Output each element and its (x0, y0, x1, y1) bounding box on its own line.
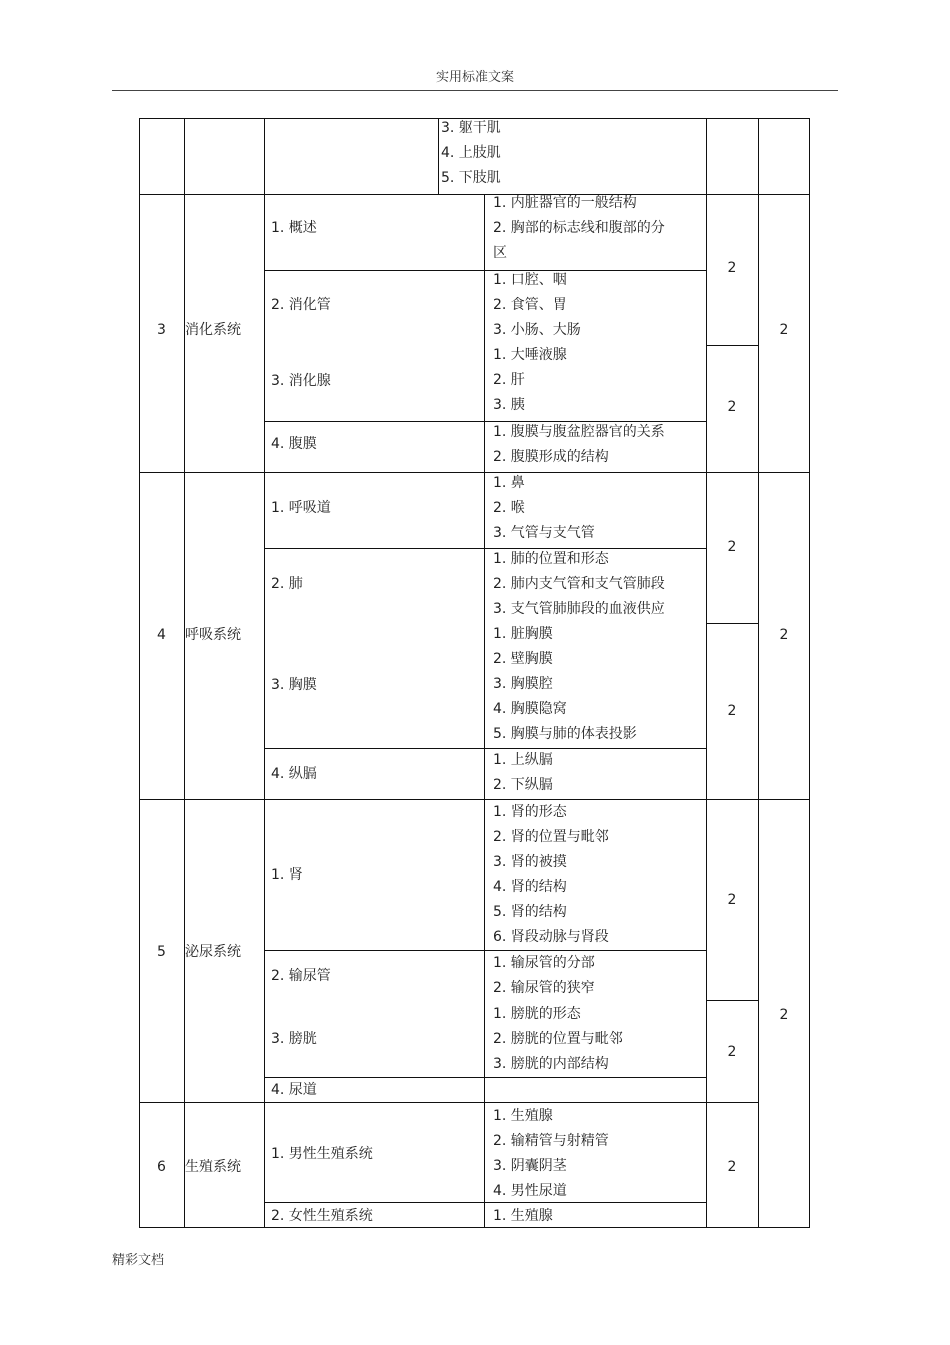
topic-item: 5. 下肢肌 (441, 170, 501, 186)
topic-label: 1. 肾 (271, 867, 303, 883)
row-line (264, 270, 706, 271)
topic-item: 2. 喉 (493, 500, 525, 516)
col-line (484, 194, 485, 1228)
topic-item: 3. 胰 (493, 397, 525, 413)
total-hours: 2 (779, 627, 789, 643)
total-hours: 2 (779, 1007, 789, 1023)
topic-item: 3. 阴囊阴茎 (493, 1158, 567, 1174)
topic-label: 2. 肺 (271, 576, 303, 592)
topic-item: 2. 食管、胃 (493, 297, 567, 313)
total-hours: 2 (779, 322, 789, 338)
section-line (139, 472, 810, 473)
section-name: 生殖系统 (185, 1159, 241, 1175)
topic-item: 5. 胸膜与肺的体表投影 (493, 726, 637, 742)
topic-label: 2. 女性生殖系统 (271, 1208, 373, 1224)
row-line (264, 1077, 706, 1078)
topic-item: 3. 气管与支气管 (493, 525, 595, 541)
hours-value: 2 (727, 892, 737, 908)
topic-label: 4. 尿道 (271, 1082, 317, 1098)
topic-item: 1. 肺的位置和形态 (493, 551, 609, 567)
topic-label: 3. 胸膜 (271, 677, 317, 693)
section-name: 呼吸系统 (185, 627, 241, 643)
topic-item: 2. 肝 (493, 372, 525, 388)
section-number: 5 (157, 944, 166, 960)
topic-item: 2. 腹膜形成的结构 (493, 449, 609, 465)
topic-item: 2. 输精管与射精管 (493, 1133, 609, 1149)
page-footer: 精彩文档 (112, 1253, 165, 1268)
col-line (758, 118, 759, 1228)
col-line (438, 118, 439, 194)
topic-item: 1. 肾的形态 (493, 804, 567, 820)
topic-label: 3. 膀胱 (271, 1031, 317, 1047)
topic-label: 3. 消化腺 (271, 373, 331, 389)
topic-item: 4. 胸膜隐窝 (493, 701, 567, 717)
topic-item: 2. 肾的位置与毗邻 (493, 829, 609, 845)
topic-item: 区 (493, 245, 507, 261)
topic-item: 2. 膀胱的位置与毗邻 (493, 1031, 623, 1047)
topic-item: 2. 下纵膈 (493, 777, 553, 793)
topic-item: 1. 脏胸膜 (493, 626, 553, 642)
topic-item: 1. 生殖腺 (493, 1108, 553, 1124)
section-line (139, 194, 810, 195)
topic-label: 4. 纵膈 (271, 766, 317, 782)
topic-item: 1. 鼻 (493, 475, 525, 491)
topic-item: 4. 肾的结构 (493, 879, 567, 895)
row-line (264, 1202, 706, 1203)
hours-value: 2 (727, 1044, 737, 1060)
topic-label: 2. 输尿管 (271, 968, 331, 984)
topic-item: 1. 口腔、咽 (493, 272, 567, 288)
hours-value: 2 (727, 1159, 737, 1175)
topic-item: 3. 小肠、大肠 (493, 322, 581, 338)
topic-item: 1. 生殖腺 (493, 1208, 553, 1224)
topic-item: 1. 大唾液腺 (493, 347, 567, 363)
row-line (706, 345, 758, 346)
topic-label: 1. 男性生殖系统 (271, 1146, 373, 1162)
col-line (184, 118, 185, 1228)
topic-item: 1. 上纵膈 (493, 752, 553, 768)
topic-item: 6. 肾段动脉与肾段 (493, 929, 609, 945)
section-number: 4 (157, 627, 166, 643)
topic-item: 3. 膀胱的内部结构 (493, 1056, 609, 1072)
section-number: 3 (157, 322, 166, 338)
topic-item: 4. 上肢肌 (441, 145, 501, 161)
topic-item: 3. 支气管肺肺段的血液供应 (493, 601, 665, 617)
hours-value: 2 (727, 399, 737, 415)
row-line (706, 1000, 758, 1001)
topic-item: 2. 输尿管的狭窄 (493, 980, 595, 996)
col-line (264, 118, 265, 1228)
topic-label: 1. 呼吸道 (271, 500, 331, 516)
section-line (139, 799, 810, 800)
topic-label: 4. 腹膜 (271, 436, 317, 452)
section-line (139, 1102, 758, 1103)
topic-label: 1. 概述 (271, 220, 317, 236)
topic-item: 3. 胸膜腔 (493, 676, 553, 692)
topic-item: 1. 输尿管的分部 (493, 955, 595, 971)
topic-item: 3. 肾的被摸 (493, 854, 567, 870)
section-name: 泌尿系统 (185, 944, 241, 960)
row-line (264, 950, 706, 951)
topic-item: 1. 腹膜与腹盆腔器官的关系 (493, 424, 665, 440)
row-line (264, 748, 706, 749)
topic-item: 1. 膀胱的形态 (493, 1006, 581, 1022)
hours-value: 2 (727, 539, 737, 555)
hours-value: 2 (727, 703, 737, 719)
topic-item: 3. 躯干肌 (441, 120, 501, 136)
page-header: 实用标准文案 (435, 70, 514, 85)
section-name: 消化系统 (185, 322, 241, 338)
header-rule (112, 90, 838, 91)
topic-label: 2. 消化管 (271, 297, 331, 313)
row-line (264, 548, 706, 549)
topic-item: 2. 壁胸膜 (493, 651, 553, 667)
hours-value: 2 (727, 260, 737, 276)
topic-item: 5. 肾的结构 (493, 904, 567, 920)
topic-item: 2. 肺内支气管和支气管肺段 (493, 576, 665, 592)
section-number: 6 (157, 1159, 166, 1175)
row-line (706, 623, 758, 624)
topic-item: 4. 男性尿道 (493, 1183, 567, 1199)
topic-item: 2. 胸部的标志线和腹部的分 (493, 220, 665, 236)
topic-item: 1. 内脏器官的一般结构 (493, 195, 637, 211)
